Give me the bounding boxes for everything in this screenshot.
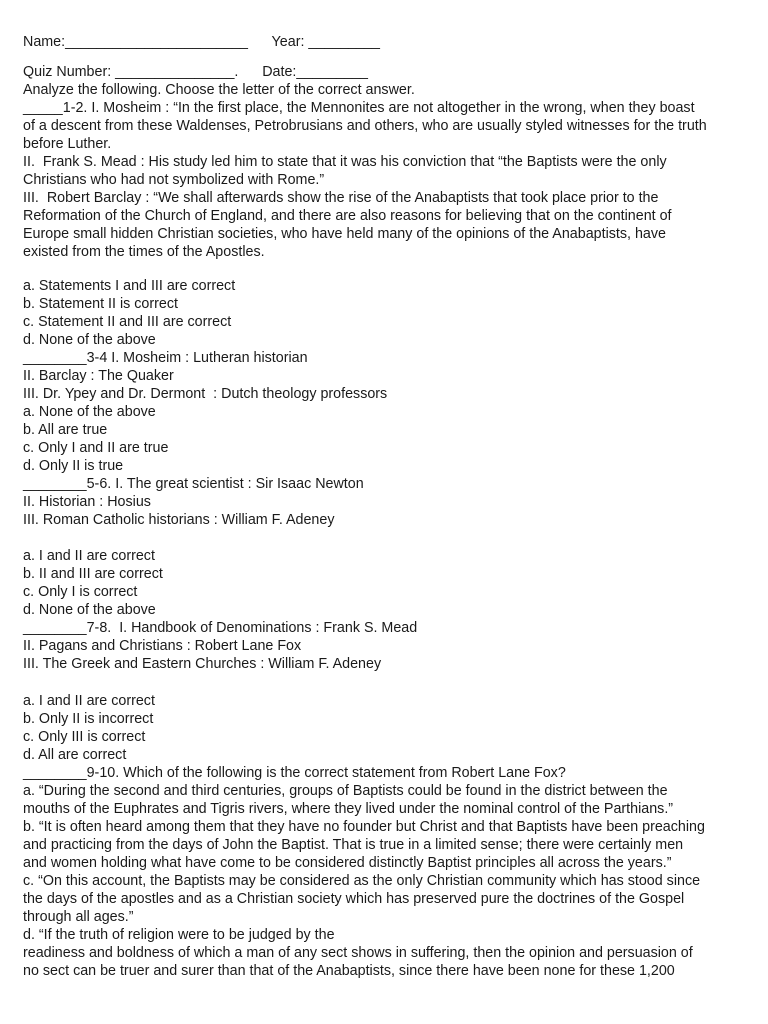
question-line: _____1-2. I. Mosheim : “In the first place, the Mennonites are not altogether in the wrong, when they boast (23, 100, 695, 116)
question-line: Christians who had not symbolized with Rome.” (23, 172, 325, 188)
question-line: ________5-6. I. The great scientist : Sir Isaac Newton (23, 476, 364, 492)
answer-option: a. “During the second and third centuries, groups of Baptists could be found in the district between the (23, 783, 668, 799)
question-line: Reformation of the Church of England, and there are also reasons for believing that on the continent of (23, 208, 672, 224)
answer-option: c. Only I and II are true (23, 440, 169, 456)
quiz-date-line: Quiz Number: _______________. Date:_________ (23, 64, 368, 80)
answer-option: readiness and boldness of which a man of any sect shows in suffering, then the opinion and persuasion of (23, 945, 693, 961)
question-line: II. Pagans and Christians : Robert Lane Fox (23, 638, 302, 654)
answer-option: c. Only III is correct (23, 729, 146, 745)
question-line: existed from the times of the Apostles. (23, 244, 265, 260)
answer-option: a. I and II are correct (23, 693, 155, 709)
question-line: III. The Greek and Eastern Churches : William F. Adeney (23, 656, 382, 672)
question-line: ________3-4 I. Mosheim : Lutheran historian (23, 350, 308, 366)
answer-option: c. Statement II and III are correct (23, 314, 232, 330)
question-line: of a descent from these Waldenses, Petrobrusians and others, who are usually styled witnesses for the truth (23, 118, 707, 134)
answer-option: mouths of the Euphrates and Tigris rivers, where they lived under the nominal control of the Parthians.” (23, 801, 674, 817)
answer-option: no sect can be truer and surer than that of the Anabaptists, since there have been none for these 1,200 (23, 963, 675, 979)
question-line: III. Dr. Ypey and Dr. Dermont : Dutch theology professors (23, 386, 388, 402)
question-line: before Luther. (23, 136, 112, 152)
question-line: ________7-8. I. Handbook of Denominations : Frank S. Mead (23, 620, 418, 636)
question-line: II. Historian : Hosius (23, 494, 151, 510)
instructions: Analyze the following. Choose the letter of the correct answer. (23, 82, 415, 98)
answer-option: d. “If the truth of religion were to be judged by the (23, 927, 335, 943)
answer-option: and women holding what have come to be considered distinctly Baptist principles all across the years.” (23, 855, 672, 871)
answer-option: d. Only II is true (23, 458, 124, 474)
answer-option: d. None of the above (23, 332, 156, 348)
answer-option: c. “On this account, the Baptists may be considered as the only Christian community which has stood since (23, 873, 701, 889)
answer-option: b. All are true (23, 422, 108, 438)
name-year-line: Name:_______________________ Year: _________ (23, 34, 380, 50)
answer-option: b. Only II is incorrect (23, 711, 154, 727)
answer-option: a. None of the above (23, 404, 156, 420)
question-line: II. Barclay : The Quaker (23, 368, 174, 384)
question-line: Europe small hidden Christian societies, who have held many of the opinions of the Anabaptists, have (23, 226, 666, 242)
answer-option: d. All are correct (23, 747, 127, 763)
answer-option: the days of the apostles and as a Christian society which has preserved pure the doctrines of the Gospel (23, 891, 685, 907)
question-line: II. Frank S. Mead : His study led him to state that it was his conviction that “the Baptists were the only (23, 154, 667, 170)
answer-option: a. Statements I and III are correct (23, 278, 236, 294)
answer-option: d. None of the above (23, 602, 156, 618)
question-line: III. Roman Catholic historians : William F. Adeney (23, 512, 335, 528)
answer-option: b. “It is often heard among them that they have no founder but Christ and that Baptists have been preaching (23, 819, 705, 835)
question-line: III. Robert Barclay : “We shall afterwards show the rise of the Anabaptists that took place prior to the (23, 190, 659, 206)
answer-option: and practicing from the days of John the Baptist. That is true in a limited sense; there were certainly men (23, 837, 684, 853)
answer-option: through all ages.” (23, 909, 134, 925)
answer-option: b. Statement II is correct (23, 296, 178, 312)
question-line: ________9-10. Which of the following is the correct statement from Robert Lane Fox? (23, 765, 566, 781)
answer-option: c. Only I is correct (23, 584, 138, 600)
answer-option: b. II and III are correct (23, 566, 163, 582)
answer-option: a. I and II are correct (23, 548, 155, 564)
